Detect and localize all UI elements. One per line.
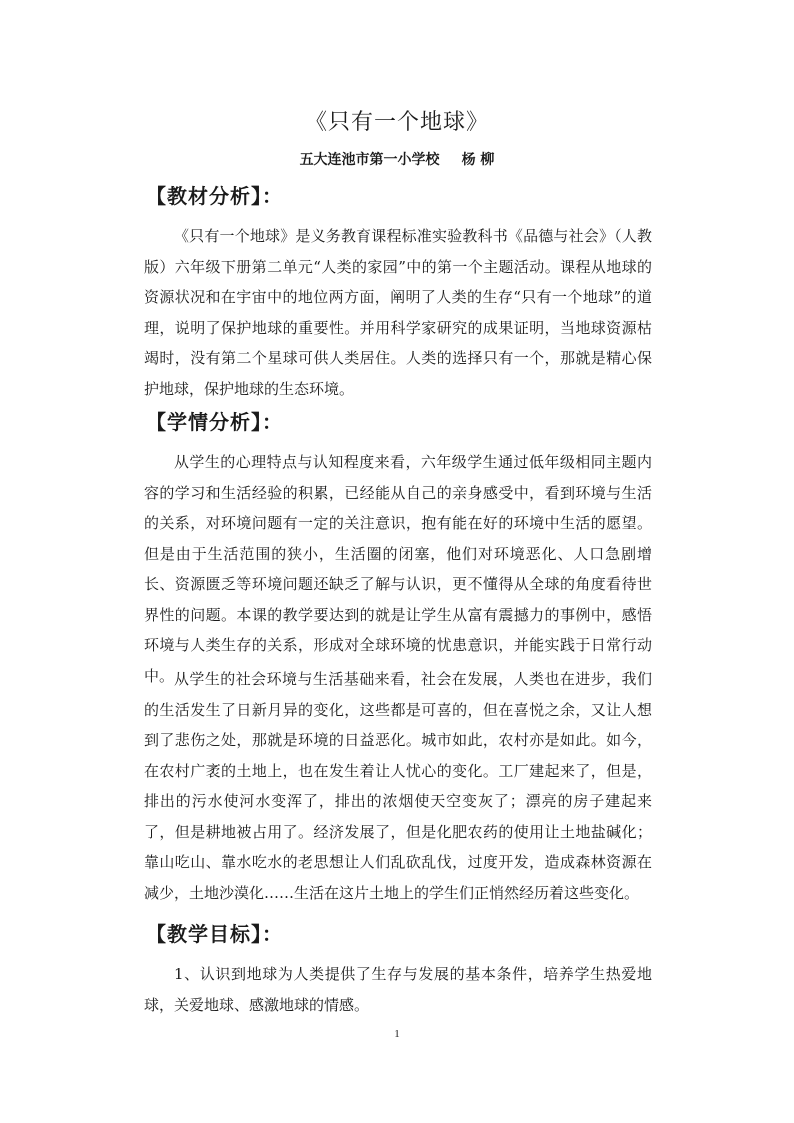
page-number: 1	[394, 1028, 400, 1040]
paragraph-student-analysis-1: 从学生的心理特点与认知程度来看，六年级学生通过低年级相同主题内容的学习和生活经验的积累，已经能从自己的亲身感受中，看到环境与生活的关系，对环境问题有一定的关注意识，抱有能在好的环境中生活的愿望。但是由于生活范围的狭小，生活圈的闭塞，他们对环境恶化、人口急剧增长、资源匮乏等环境问题还缺乏了解与认识，更不懂得从全球的角度看待世界性的问题。本课的教学要达到的就是让学生从富有震撼力的事例中，感悟环境与人类生存的关系，形成对全球环境的忧患意识，并能实践于日常行动中。	[144, 453, 652, 685]
section-heading-student-analysis: 【学情分析】：	[146, 410, 283, 434]
school-name: 五大连池市第一小学校	[299, 152, 440, 168]
author-line	[0, 150, 794, 170]
section-heading-teaching-goals: 【教学目标】：	[146, 922, 283, 946]
page-title: 《只有一个地球》	[304, 110, 489, 135]
author-name: 杨 柳	[461, 152, 495, 168]
paragraph-teaching-goal-1: 1、认识到地球为人类提供了生存与发展的基本条件，培养学生热爱地球，关爱地球、感激地球的情感。	[144, 965, 652, 1014]
paragraph-textbook-analysis: 《只有一个地球》是义务教育课程标准实验教科书《品德与社会》（人教版）六年级下册第二单元“人类的家园”中的第一个主题活动。课程从地球的资源状况和在宇宙中的地位两方面，阐明了人类的生存“只有一个地球”的道理，说明了保护地球的重要性。并用科学家研究的成果证明，当地球资源枯竭时，没有第二个星球可供人类居住。人类的选择只有一个，那就是精心保护地球，保护地球的生态环境。	[144, 227, 652, 398]
paragraph-student-analysis-2: 从学生的社会环境与生活基础来看，社会在发展，人类也在进步，我们的生活发生了日新月异的变化，这些都是可喜的，但在喜悦之余，又让人想到了悲伤之处，那就是环境的日益恶化。城市如此，农村亦是如此。如今，在农村广袤的土地上，也在发生着让人忧心的变化。工厂建起来了，但是，排出的污水使河水变浑了，排出的浓烟使天空变灰了；漂亮的房子建起来了，但是耕地被占用了。经济发展了，但是化肥农药的使用让土地盐碱化；靠山吃山、靠水吃水的老思想让人们乱砍乱伐，过度开发，造成森林资源在减少，土地沙漠化……生活在这片土地上的学生们正悄然经历着这些变化。	[144, 670, 652, 902]
section-heading-textbook-analysis: 【教材分析】：	[146, 184, 283, 208]
